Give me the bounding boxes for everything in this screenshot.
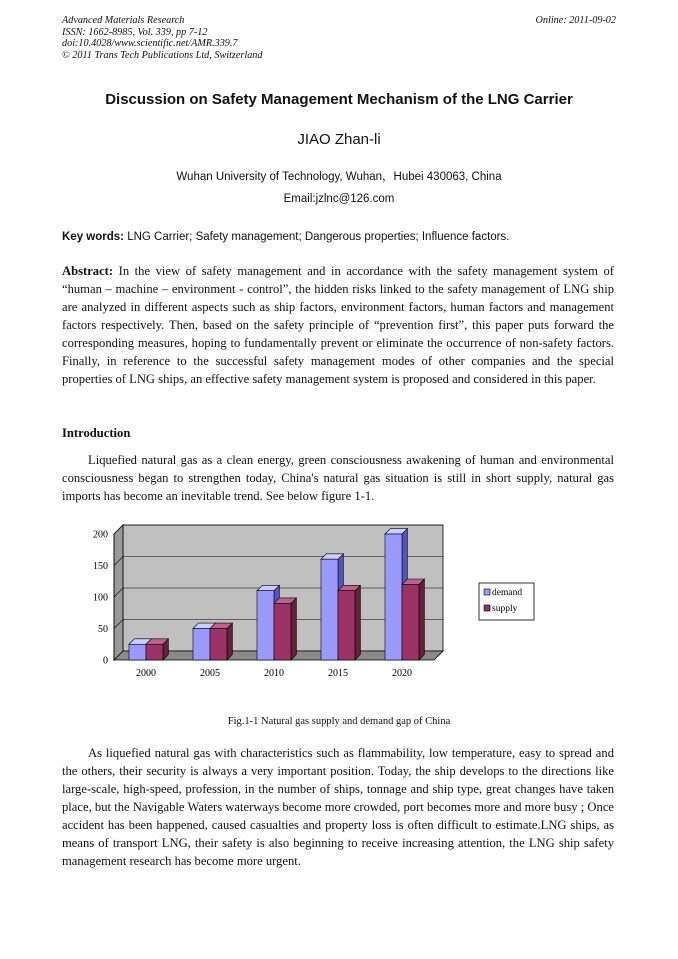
bar-demand-2015 [321, 559, 338, 660]
figure-caption: Fig.1-1 Natural gas supply and demand gap of China [227, 716, 451, 727]
abstract [62, 262, 614, 388]
bar-side-supply [227, 623, 232, 660]
x-tick-label: 2010 [264, 668, 284, 679]
bar-supply-2000 [146, 644, 163, 660]
paper-author: JIAO Zhan-li [297, 131, 381, 148]
legend-label-demand: demand [492, 588, 523, 598]
bar-side-supply [291, 598, 296, 660]
bar-demand-2000 [129, 644, 146, 660]
bar-chart [78, 515, 578, 690]
journal-name: Advanced Materials Research [62, 15, 185, 26]
bar-demand-2020 [385, 534, 402, 660]
x-tick-label: 2000 [136, 668, 156, 679]
y-tick-label: 100 [93, 592, 108, 604]
bar-supply-2020 [402, 584, 419, 660]
section-heading-introduction: Introduction [62, 426, 131, 440]
journal-issn: ISSN: 1662-8985, Vol. 339, pp 7-12 [62, 26, 208, 38]
keywords-text: LNG Carrier; Safety management; Dangerous properties; Influence factors. [124, 231, 510, 243]
intro-paragraph-1: Liquefied natural gas as a clean energy, green consciousness awakening of human and environmental consciousness began to strengthen today, China's natural gas situation is still in short supply, natural gas imports has become an inevitable trend. See below figure 1-1. [62, 453, 614, 503]
bar-demand-2010 [257, 591, 274, 660]
legend-label-supply: supply [492, 604, 518, 614]
intro-paragraph-2: As liquefied natural gas with characteristics such as flammability, low temperature, easy to spread and the others, their security is always a very important position. Today, the ship develops to the directions like large-scale, high-speed, profession, in the number of ships, tonnage and ship type, great changes have taken place, but the Navigable Waters waterways become more crowded, port becomes more and more busy ; Once accident has been happened, caused casualties and property loss is often difficult to estimate.LNG ships, as means of transport LNG, their safety is also beginning to receive increasing attention, the LNG ship safety management research has become more urgent. [62, 746, 614, 868]
journal-doi[interactable]: doi:10.4028/www.scientific.net/AMR.339.7 [62, 38, 238, 49]
bar-supply-2015 [338, 591, 355, 660]
legend-swatch-supply [484, 605, 490, 611]
journal-copyright: © 2011 Trans Tech Publications Ltd, Switzerland [62, 49, 263, 61]
bar-supply-2005 [210, 629, 227, 661]
keywords-label: Key words: [62, 231, 124, 243]
paper-title: Discussion on Safety Management Mechanism of the LNG Carrier [105, 91, 573, 108]
keywords [62, 231, 622, 243]
y-tick-label: 200 [93, 529, 108, 541]
abstract-text: In the view of safety management and in accordance with the safety management system of “human – machine – environment - control”, the hidden risks linked to the safety management of LNG ship are analyzed in different aspects such as ship factors, environment factors, human factors and management factors respectively. Then, based on the safety principle of “prevention first”, this paper puts forward the corresponding measures, hoping to fundamentally prevent or eliminate the occurrence of non-safety factors. Finally, in reference to the successful safety management modes of other companies and the special properties of LNG ships, an effective safety management system is proposed and considered in this paper. [62, 264, 614, 386]
bar-demand-2005 [193, 629, 210, 661]
paper-affiliation: Wuhan University of Technology, Wuhan，Hubei 430063, China [176, 171, 502, 183]
y-tick-label: 50 [98, 624, 108, 635]
x-tick-label: 2015 [328, 668, 348, 679]
abstract-label: Abstract: [62, 264, 114, 278]
y-tick-label: 150 [93, 561, 108, 572]
y-tick-label: 0 [103, 655, 108, 667]
paper-email[interactable]: Email:jzlnc@126.com [283, 193, 395, 205]
bar-supply-2010 [274, 603, 291, 660]
x-tick-label: 2005 [200, 668, 220, 679]
bar-side-supply [419, 579, 424, 660]
bar-side-supply [355, 585, 360, 660]
legend-swatch-demand [484, 589, 490, 595]
journal-info [62, 15, 262, 61]
x-tick-label: 2020 [392, 668, 412, 679]
online-date: Online: 2011-09-02 [535, 15, 616, 26]
